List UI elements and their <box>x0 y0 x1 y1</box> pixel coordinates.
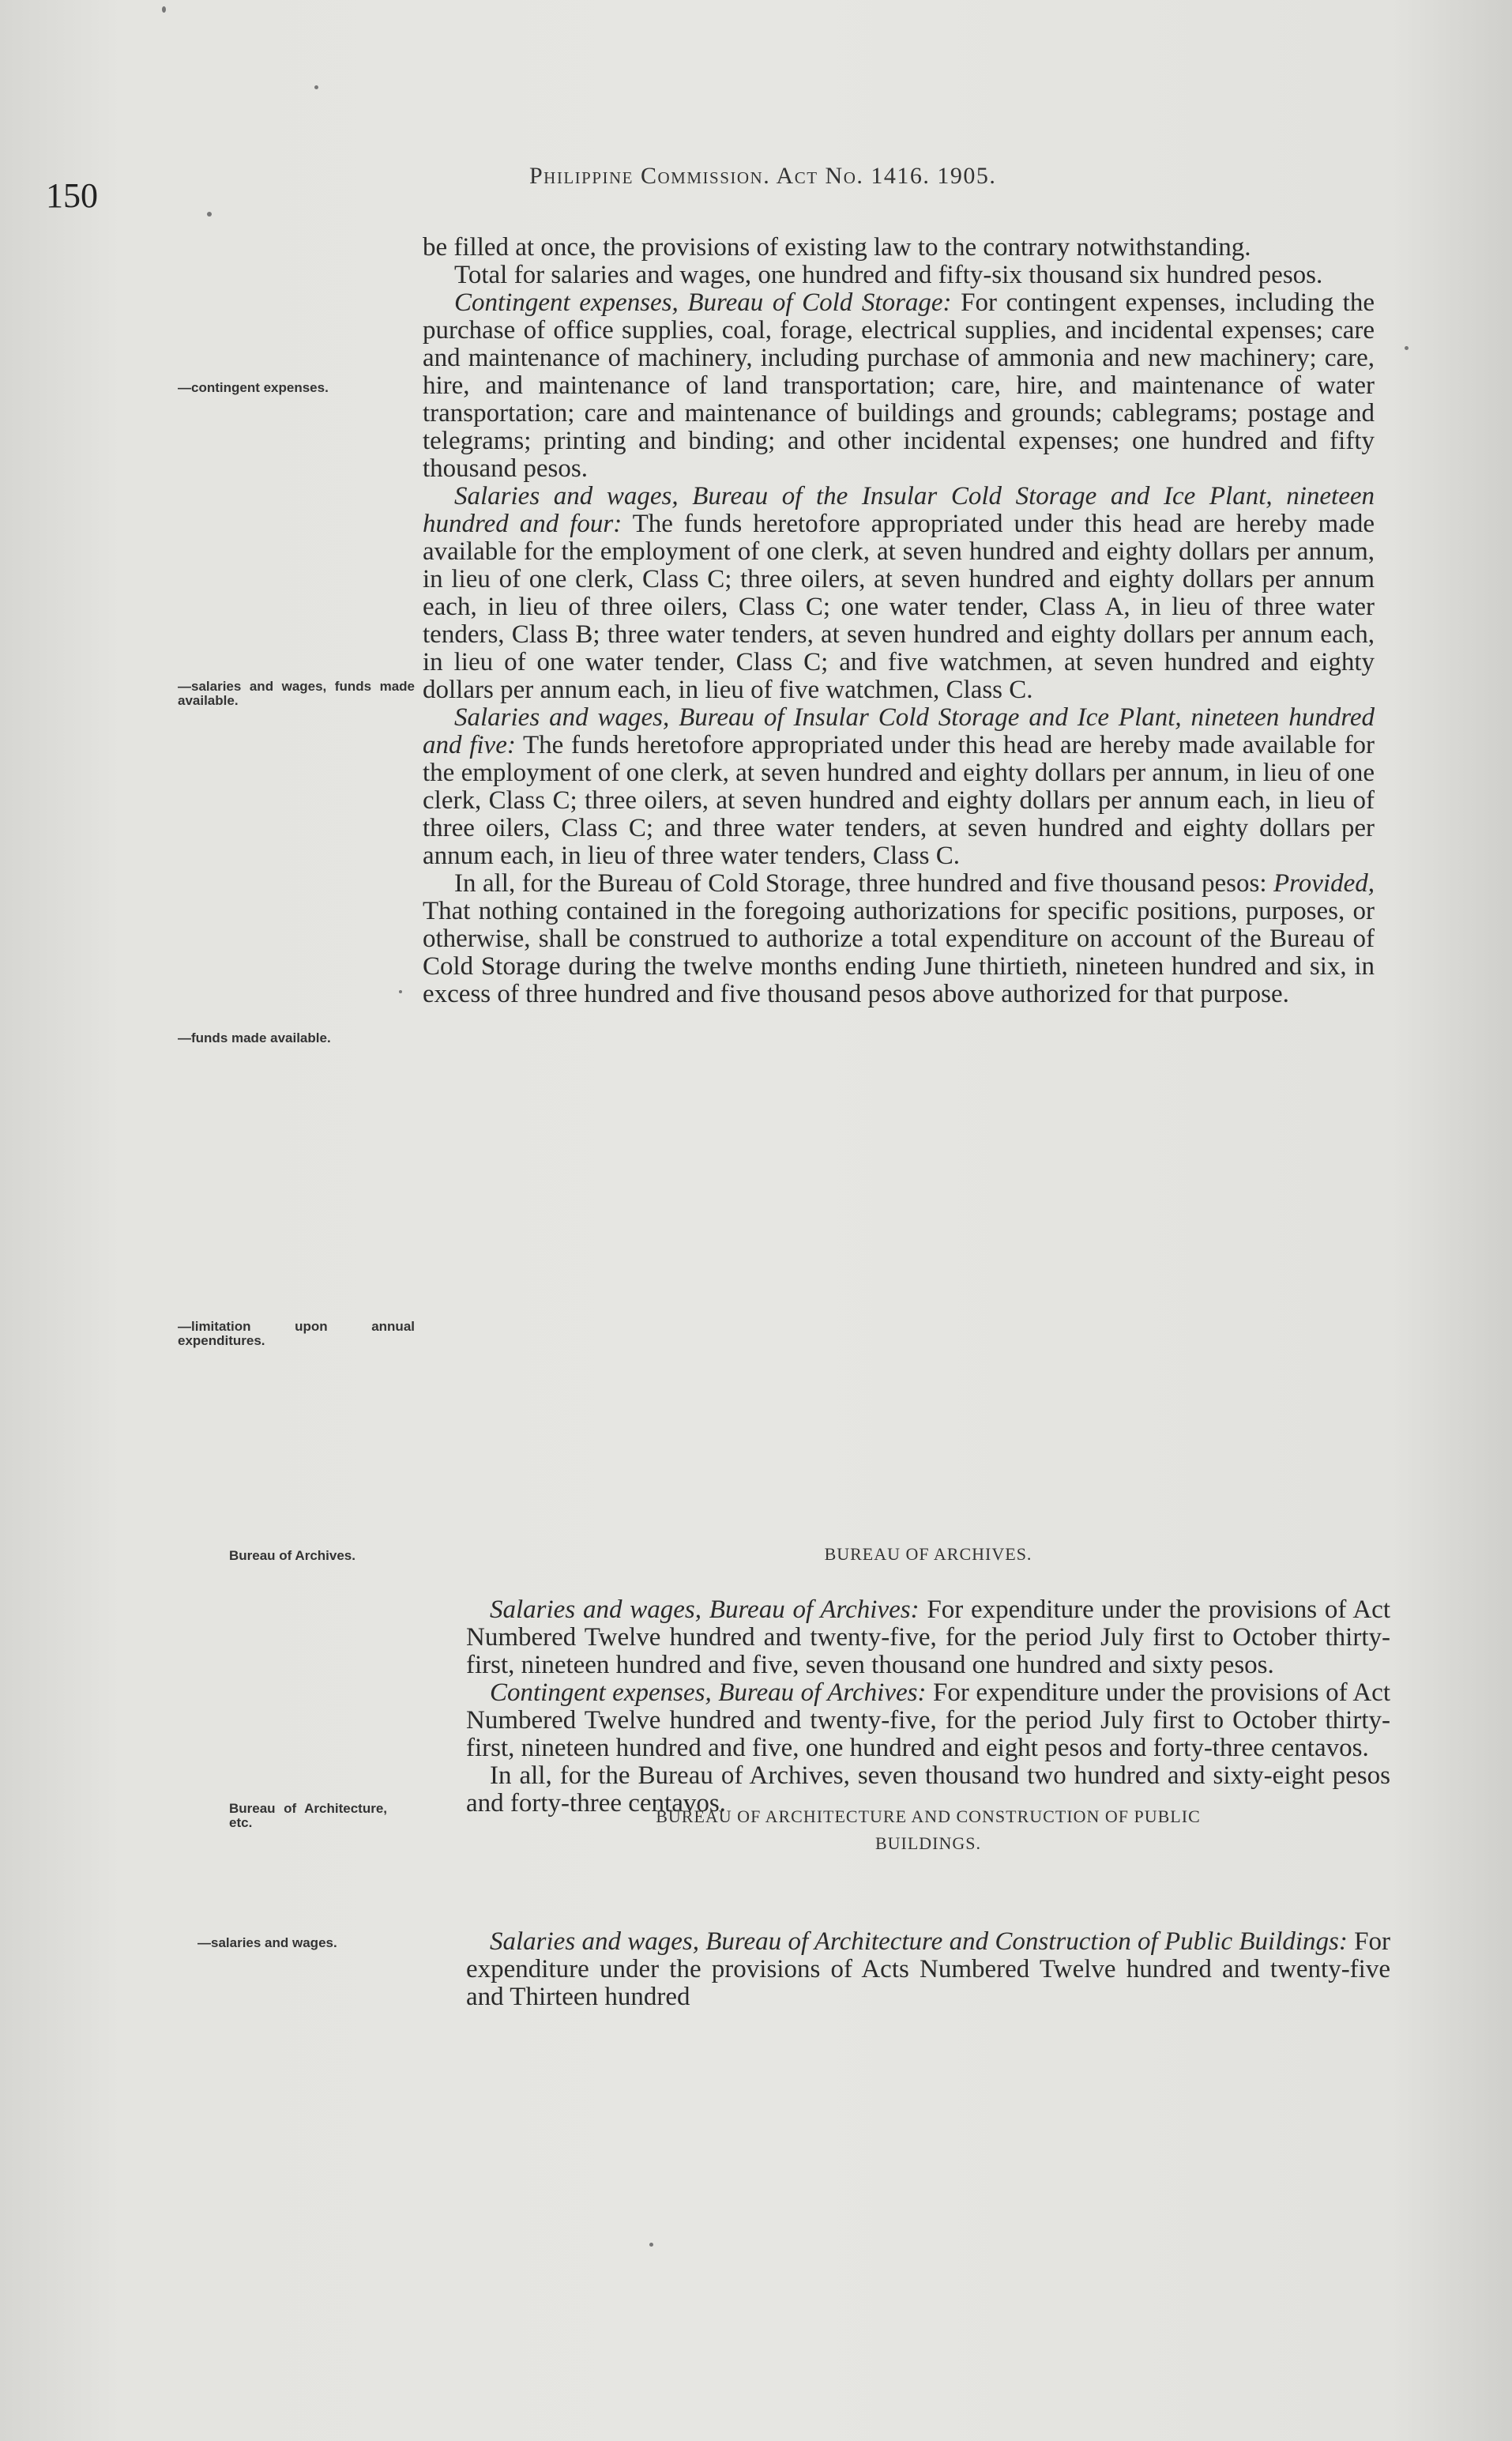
paragraph-body: For expenditure under the provisions of Acts Numbered Twelve hundred and twenty-five and Thirteen hundred <box>466 1927 1390 2011</box>
paragraph-salaries-1904 <box>423 483 1375 704</box>
paragraph-body: In all, for the Bureau of Cold Storage, three hundred and five thousand pesos: <box>454 869 1273 898</box>
provided-word: Provided, <box>1273 869 1375 898</box>
paragraph-body: For expenditure under the provisions of Act Numbered Twelve hundred and twenty-five, for the period July first to October thirty-first, nineteen hundred and five, one hundred and eight pesos and forty-three centavos. <box>466 1678 1391 1762</box>
paragraph-lead: Salaries and wages, Bureau of Archives: <box>490 1595 920 1624</box>
margin-note-salaries-wages: —salaries and wages. <box>197 1935 337 1950</box>
paragraph-lead: Salaries and wages, Bureau of Insular Cold Storage and Ice Plant, nineteen hundred and five: <box>423 703 1375 759</box>
heading-line-2: BUILDINGS. <box>874 1833 982 1853</box>
running-head: Philippine Commission. Act No. 1416. 1905. <box>529 163 997 189</box>
page-number: 150 <box>46 176 98 215</box>
paragraph-in-all-cold-storage <box>423 870 1375 1008</box>
cold-storage-text <box>423 234 1375 1008</box>
paragraph-archives-salaries <box>466 1596 1390 1679</box>
scan-speck <box>399 990 402 993</box>
paragraph-body: The funds heretofore appropriated under this head are hereby made available for the employment of one clerk, at seven hundred and eighty dollars per annum, in lieu of one clerk, Class C; three oilers, at seven hundred and eighty dollars per annum each, in lieu of three oilers, Class C; and three water tenders, at seven hundred and eighty dollars per annum each, in lieu of three water tenders, Class C. <box>423 731 1375 870</box>
heading-line-1: BUREAU OF ARCHITECTURE AND CONSTRUCTION OF PUBLIC <box>656 1806 1201 1826</box>
paragraph-body: That nothing contained in the foregoing authorizations for specific positions, purposes, or otherwise, shall be construed to authorize a total expenditure on account of the Bureau of Cold Storage during the twelve months ending June thirtieth, nineteen hundred and six, in excess of three hundred and five thousand pesos above authorized for that purpose. <box>423 897 1375 1008</box>
scan-speck <box>314 85 318 89</box>
paragraph-salaries-1905 <box>423 704 1375 870</box>
margin-note-bureau-architecture: Bureau of Architecture, etc. <box>229 1801 387 1830</box>
paragraph-contingent-expenses <box>423 289 1375 483</box>
paragraph-lead: Contingent expenses, Bureau of Archives: <box>490 1678 927 1707</box>
paragraph-body: For expenditure under the provisions of Act Numbered Twelve hundred and twenty-five, for the period July first to October thirty-first, nineteen hundred and five, seven thousand one hundred and sixty pesos. <box>466 1595 1390 1679</box>
scan-speck <box>162 6 166 13</box>
paragraph-archives-contingent <box>466 1679 1390 1762</box>
paragraph-architecture-salaries <box>466 1928 1390 2011</box>
paragraph-archives-in-all: In all, for the Bureau of Archives, seven thousand two hundred and sixty-eight pesos and forty-three centavos. <box>466 1761 1390 1818</box>
architecture-text <box>466 1928 1390 2011</box>
margin-note-salaries-funds: —salaries and wages, funds made available. <box>178 679 415 708</box>
paragraph-lead: Contingent expenses, Bureau of Cold Storage: <box>454 288 952 317</box>
paragraph-body: For contingent expenses, including the purchase of office supplies, coal, forage, electrical supplies, and incidental expenses; care and maintenance of machinery, including purchase of ammonia and new machinery; care, hire, and maintenance of land transportation; care, hire, and maintenance of water transportation; care and maintenance of buildings and grounds; cablegrams; postage and telegrams; printing and binding; and other incidental expenses; one hundred and fifty thousand pesos. <box>423 288 1375 483</box>
margin-note-contingent: —contingent expenses. <box>178 380 329 395</box>
scan-speck <box>649 2243 653 2247</box>
paragraph-continuation: be filled at once, the provisions of existing law to the contrary notwithstanding. <box>423 233 1251 262</box>
margin-note-limitation: —limitation upon annual expenditures. <box>178 1319 415 1348</box>
scan-speck <box>1405 346 1409 350</box>
scan-speck <box>207 212 212 217</box>
paragraph-lead: Salaries and wages, Bureau of the Insular Cold Storage and Ice Plant, nineteen hundred and four: <box>423 482 1375 538</box>
section-heading-architecture <box>466 1803 1390 1857</box>
archives-text <box>466 1596 1390 1818</box>
margin-note-bureau-archives: Bureau of Archives. <box>229 1548 355 1563</box>
paragraph-body: The funds heretofore appropriated under this head are hereby made available for the employment of one clerk, at seven hundred and eighty dollars per annum, in lieu of one clerk, Class C; three oilers, at seven hundred and eighty dollars per annum each, in lieu of three oilers, Class C; one water tender, Class A, in lieu of three water tenders, Class B; three water tenders, at seven hundred and eighty dollars per annum each, in lieu of one water tender, Class C; and five watchmen, at seven hundred and eighty dollars per annum each, in lieu of five watchmen, Class C. <box>423 510 1375 704</box>
paragraph-lead: Salaries and wages, Bureau of Architecture and Construction of Public Buildings: <box>490 1927 1348 1956</box>
paragraph-total-salaries: Total for salaries and wages, one hundred and fifty-six thousand six hundred pesos. <box>454 261 1323 289</box>
margin-note-funds-available: —funds made available. <box>178 1030 331 1045</box>
section-heading-archives: BUREAU OF ARCHIVES. <box>824 1544 1032 1564</box>
